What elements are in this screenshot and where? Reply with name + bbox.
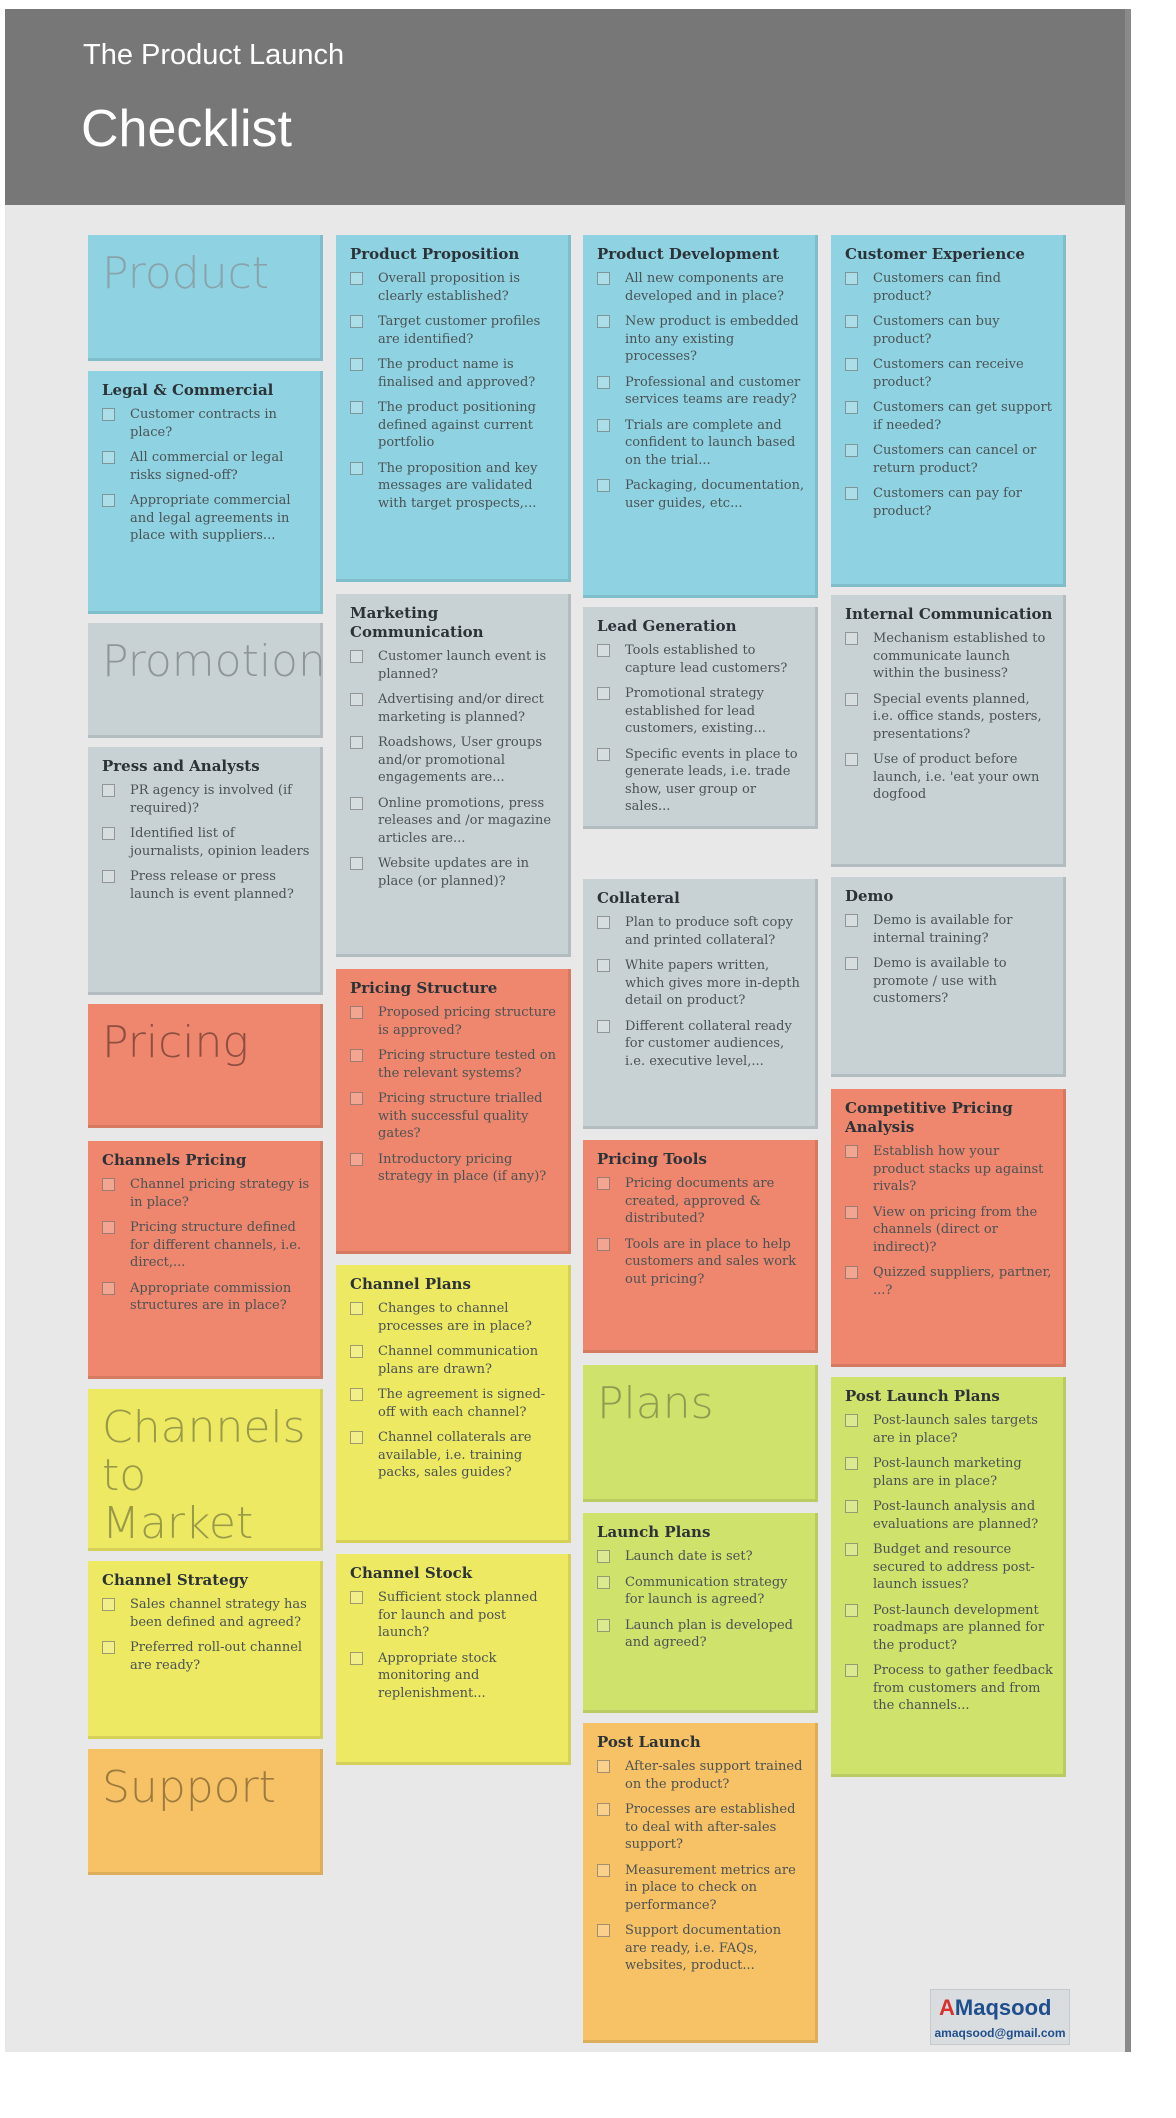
checklist-item-text: The agreement is signed-off with each channel? (378, 1387, 546, 1420)
checkbox[interactable] (102, 494, 115, 507)
checklist-item (102, 492, 310, 545)
checklist-item-text: The proposition and key messages are validated with target prospects,... (378, 460, 538, 511)
checkbox[interactable] (845, 1543, 858, 1556)
checklist-item (845, 1498, 1053, 1533)
checklist-item-text: Channel communication plans are drawn? (378, 1344, 539, 1377)
checklist-item-text: Customers can receive product? (873, 357, 1024, 390)
checklist-item (350, 1090, 558, 1143)
category-label: Pricing (102, 1017, 249, 1068)
checkbox[interactable] (597, 479, 610, 492)
checklist-item-text: Proposed pricing structure is approved? (378, 1005, 556, 1038)
checklist-item-text: Customers can find product? (873, 271, 1001, 304)
checklist-item-text: Online promotions, press releases and /or magazine articles are... (378, 795, 552, 846)
checklist-item (845, 1602, 1053, 1655)
card-title: Demo (845, 887, 894, 905)
checkbox[interactable] (845, 1500, 858, 1513)
author-logo (930, 1989, 1070, 2045)
checkbox[interactable] (102, 784, 115, 797)
checklist-item-text: Website updates are in place (or planned)? (378, 856, 530, 889)
checklist-item (597, 914, 805, 949)
checklist-item-text: Identified list of journalists, opinion leaders (130, 826, 310, 859)
checklist-item-text: Sufficient stock planned for launch and post launch? (378, 1590, 538, 1640)
category-label: Promotion (102, 636, 326, 687)
card-channels-pricing (88, 1141, 323, 1379)
card-pricing-tools (583, 1140, 818, 1353)
checkbox[interactable] (350, 1591, 363, 1604)
category-promotion (88, 623, 326, 738)
checklist-item-text: Demo is available for internal training? (873, 913, 1013, 946)
card-channel-plans (336, 1265, 571, 1543)
checkbox[interactable] (845, 957, 858, 970)
logo-email: amaqsood@gmail.com (934, 2026, 1066, 2040)
checklist-item (597, 1018, 805, 1071)
checklist-item-text: Support documentation are ready, i.e. FAQs, websites, product... (625, 1923, 782, 1973)
checklist-item (102, 1596, 310, 1631)
checklist-item-text: Measurement metrics are in place to check on performance? (625, 1862, 796, 1913)
checklist-item (597, 642, 805, 677)
checklist-item (845, 1455, 1053, 1490)
checkbox[interactable] (845, 1145, 858, 1158)
checklist-item-text: Pricing documents are created, approved & distributed? (625, 1176, 775, 1226)
checkbox[interactable] (597, 748, 610, 761)
checklist (336, 268, 568, 512)
checkbox[interactable] (350, 358, 363, 371)
category-support (88, 1749, 323, 1875)
checklist-item (102, 1219, 310, 1272)
checklist-item (102, 1176, 310, 1211)
checklist-item-text: View on pricing from the channels (direct or indirect)? (873, 1204, 1038, 1255)
checkbox[interactable] (597, 916, 610, 929)
checklist-item (350, 460, 558, 513)
checklist (831, 628, 1063, 804)
checklist-item (350, 270, 558, 305)
checklist-item (350, 1004, 558, 1039)
checklist-item-text: Post-launch development roadmaps are planned for the product? (873, 1602, 1045, 1653)
checklist-item (597, 313, 805, 366)
checkbox[interactable] (597, 959, 610, 972)
checkbox[interactable] (845, 753, 858, 766)
checklist (336, 646, 568, 890)
checklist-item (597, 1617, 805, 1652)
checkbox[interactable] (845, 632, 858, 645)
checklist-item (350, 1151, 558, 1186)
checkbox[interactable] (597, 1550, 610, 1563)
checklist-item (350, 1343, 558, 1378)
checkbox[interactable] (350, 1431, 363, 1444)
checkbox[interactable] (845, 315, 858, 328)
checkbox[interactable] (102, 1221, 115, 1234)
card-title: Channel Stock (350, 1564, 473, 1582)
card-title: Lead Generation (597, 617, 737, 635)
checkbox[interactable] (845, 444, 858, 457)
checklist-item-text: All commercial or legal risks signed-off? (130, 450, 284, 483)
checklist-item-text: Channel collaterals are available, i.e. training packs, sales guides? (378, 1430, 532, 1480)
card-title: Internal Communication (845, 605, 1053, 623)
checkbox[interactable] (845, 1266, 858, 1279)
checklist-item (597, 746, 805, 816)
checkbox[interactable] (845, 487, 858, 500)
card-title: Post Launch Plans (845, 1387, 1000, 1405)
checklist-item-text: Use of product before launch, i.e. 'eat your own dogfood (873, 752, 1040, 802)
checklist-item-text: PR agency is involved (if required)? (130, 783, 292, 816)
checkbox[interactable] (102, 1641, 115, 1654)
checklist-item (597, 685, 805, 738)
card-title: Press and Analysts (102, 757, 260, 775)
checklist-item (597, 270, 805, 305)
checklist (583, 1173, 815, 1288)
checklist-item-text: Special events planned, i.e. office stands, posters, presentations? (873, 691, 1042, 742)
checklist-item (845, 1264, 1053, 1299)
checkbox[interactable] (845, 914, 858, 927)
checkbox[interactable] (102, 1282, 115, 1295)
checklist-item-text: Advertising and/or direct marketing is planned? (378, 692, 544, 725)
checkbox[interactable] (350, 1302, 363, 1315)
checklist-item (597, 1175, 805, 1228)
checkbox[interactable] (597, 1864, 610, 1877)
checklist-item (845, 630, 1053, 683)
checklist (336, 1587, 568, 1702)
checklist-item-text: Changes to channel processes are in place? (378, 1301, 532, 1334)
checkbox[interactable] (597, 315, 610, 328)
card-title: Customer Experience (845, 245, 1025, 263)
checkbox[interactable] (597, 1924, 610, 1937)
checklist-item (102, 449, 310, 484)
header-banner (5, 9, 1131, 205)
checklist-item (845, 751, 1053, 804)
checklist (336, 1298, 568, 1482)
checkbox[interactable] (597, 1177, 610, 1190)
checklist (831, 1141, 1063, 1299)
checklist-item-text: White papers written, which gives more in-depth detail on product? (625, 958, 800, 1008)
checklist-item-text: Roadshows, User groups and/or promotional engagements are... (378, 735, 543, 785)
card-title: Channel Strategy (102, 1571, 248, 1589)
checkbox[interactable] (350, 1345, 363, 1358)
card-title: Pricing Structure (350, 979, 498, 997)
card-post-launch-plans (831, 1377, 1066, 1777)
card-launch-plans (583, 1513, 818, 1713)
checklist-item-text: Process to gather feedback from customers and from the channels... (873, 1663, 1053, 1713)
checklist (88, 1594, 320, 1674)
card-lead-generation (583, 607, 818, 829)
checklist-item (102, 1639, 310, 1674)
checklist-item (845, 313, 1053, 348)
checkbox[interactable] (597, 1238, 610, 1251)
card-title: Post Launch (597, 1733, 701, 1751)
checklist-item-text: Customers can get support if needed? (873, 400, 1052, 433)
checkbox[interactable] (350, 857, 363, 870)
checkbox[interactable] (102, 870, 115, 883)
checklist-item (350, 795, 558, 848)
card-title: Marketing Communication (350, 604, 484, 641)
checklist-item (845, 1662, 1053, 1715)
checkbox[interactable] (102, 1598, 115, 1611)
checklist-item (845, 356, 1053, 391)
checkbox[interactable] (102, 408, 115, 421)
checklist-item (102, 782, 310, 817)
checkbox[interactable] (350, 650, 363, 663)
card-collateral (583, 879, 818, 1129)
checklist (831, 1410, 1063, 1715)
checklist (583, 268, 815, 512)
checkbox[interactable] (350, 693, 363, 706)
card-channel-stock (336, 1554, 571, 1765)
category-label: Product (102, 248, 270, 299)
checklist-item-text: Appropriate commission structures are in place? (130, 1280, 292, 1313)
checklist-item (845, 912, 1053, 947)
checklist-item (102, 825, 310, 860)
checkbox[interactable] (597, 644, 610, 657)
category-product (88, 235, 323, 361)
checklist-item (350, 855, 558, 890)
checklist-item (845, 399, 1053, 434)
checklist (831, 910, 1063, 1008)
checklist-item (597, 1758, 805, 1793)
checklist-item-text: Post-launch analysis and evaluations are planned? (873, 1499, 1039, 1532)
checklist (88, 1174, 320, 1315)
checkbox[interactable] (350, 1388, 363, 1401)
checklist-item-text: Target customer profiles are identified? (378, 314, 541, 347)
category-pricing (88, 1004, 323, 1128)
checklist (583, 1546, 815, 1652)
card-title: Pricing Tools (597, 1150, 707, 1168)
checkbox[interactable] (350, 1652, 363, 1665)
checklist-item (845, 691, 1053, 744)
checklist-item (597, 1236, 805, 1289)
checkbox[interactable] (845, 358, 858, 371)
checklist-item-text: Trials are complete and confident to launch based on the trial... (625, 417, 796, 468)
card-competitive-pricing (831, 1089, 1066, 1367)
checklist-item (845, 1204, 1053, 1257)
checklist-item (350, 1429, 558, 1482)
card-channel-strategy (88, 1561, 323, 1739)
checklist-item-text: Processes are established to deal with after-sales support? (625, 1802, 796, 1852)
checklist (583, 640, 815, 816)
card-title: Channels Pricing (102, 1151, 247, 1169)
checklist-item-text: Channel pricing strategy is in place? (130, 1177, 310, 1210)
checklist (583, 1756, 815, 1975)
checkbox[interactable] (597, 376, 610, 389)
checklist (88, 404, 320, 545)
checkbox[interactable] (845, 693, 858, 706)
card-pricing-structure (336, 969, 571, 1254)
checkbox[interactable] (102, 827, 115, 840)
checklist-item (845, 955, 1053, 1008)
checklist-item-text: Appropriate commercial and legal agreements in place with suppliers... (130, 493, 291, 543)
checklist-item-text: Packaging, documentation, user guides, etc... (625, 478, 805, 511)
checklist-item-text: Customers can cancel or return product? (873, 443, 1037, 476)
card-product-development (583, 235, 818, 598)
category-channels (88, 1389, 323, 1551)
checklist-item-text: The product positioning defined against current portfolio (378, 400, 536, 450)
checkbox[interactable] (350, 1049, 363, 1062)
checklist-item-text: Plan to produce soft copy and printed collateral? (625, 915, 793, 948)
checklist-item (597, 477, 805, 512)
checklist-item (597, 1862, 805, 1915)
checkbox[interactable] (845, 1457, 858, 1470)
checklist-item (102, 1280, 310, 1315)
card-title: Legal & Commercial (102, 381, 274, 399)
infographic (5, 9, 1131, 2052)
checkbox[interactable] (350, 1153, 363, 1166)
checklist-item (597, 957, 805, 1010)
checklist (88, 780, 320, 903)
category-label: Channels to Market (102, 1402, 306, 1549)
checkbox[interactable] (845, 401, 858, 414)
checkbox[interactable] (350, 272, 363, 285)
checklist-item-text: The product name is finalised and approved? (378, 357, 536, 390)
title-line-1: The Product Launch (83, 39, 345, 71)
checklist-item-text: Specific events in place to generate leads, i.e. trade show, user group or sales... (625, 746, 798, 814)
checklist-item (597, 417, 805, 470)
checklist-item (350, 356, 558, 391)
checklist-item (350, 313, 558, 348)
card-customer-experience (831, 235, 1066, 587)
card-title: Product Development (597, 245, 780, 263)
checklist-item-text: Promotional strategy established for lead customers, existing... (625, 686, 766, 736)
card-demo (831, 877, 1066, 1077)
checklist-item (350, 1650, 558, 1703)
title-line-2: Checklist (81, 100, 292, 158)
checkbox[interactable] (845, 1414, 858, 1427)
checklist-item (350, 1300, 558, 1335)
checkbox[interactable] (845, 1664, 858, 1677)
checklist-item (350, 648, 558, 683)
checklist-item-text: Customer contracts in place? (130, 407, 277, 440)
checklist-item (102, 406, 310, 441)
card-product-proposition (336, 235, 571, 582)
checklist-item-text: Post-launch marketing plans are in place? (873, 1456, 1022, 1489)
checkbox[interactable] (102, 451, 115, 464)
checkbox[interactable] (597, 1803, 610, 1816)
checklist-item (597, 1801, 805, 1854)
checklist-item (845, 1541, 1053, 1594)
checkbox[interactable] (350, 736, 363, 749)
checklist-item-text: All new components are developed and in place? (625, 271, 784, 304)
card-title: Collateral (597, 889, 680, 907)
card-internal-communication (831, 595, 1066, 867)
checklist (831, 268, 1063, 520)
checkbox[interactable] (350, 797, 363, 810)
checklist-item-text: Tools are in place to help customers and sales work out pricing? (625, 1236, 797, 1287)
checklist-item-text: Press release or press launch is event planned? (130, 869, 294, 902)
checklist-item (597, 374, 805, 409)
card-post-launch (583, 1723, 818, 2043)
card-legal-commercial (88, 371, 323, 614)
category-label: Plans (597, 1378, 714, 1429)
checklist-item (845, 442, 1053, 477)
checklist-item (597, 1574, 805, 1609)
checkbox[interactable] (102, 1178, 115, 1191)
logo-brand: AMaqsood (939, 1995, 1052, 2020)
checklist-item-text: New product is embedded into any existing processes? (625, 314, 799, 364)
checkbox[interactable] (350, 401, 363, 414)
card-title: Competitive Pricing Analysis (845, 1099, 1013, 1136)
checklist-item-text: Overall proposition is clearly established? (378, 271, 520, 304)
checkbox[interactable] (350, 462, 363, 475)
card-press-analysts (88, 747, 323, 995)
checkbox[interactable] (597, 1576, 610, 1589)
checklist-item-text: Tools established to capture lead customers? (625, 643, 788, 676)
checklist-item (845, 485, 1053, 520)
checklist-item (845, 1143, 1053, 1196)
checklist-item (350, 1047, 558, 1082)
checklist-item (350, 399, 558, 452)
card-title: Product Proposition (350, 245, 520, 263)
checklist-item (350, 691, 558, 726)
checklist-item-text: Different collateral ready for customer audiences, i.e. executive level,... (625, 1018, 792, 1069)
checklist-item-text: Communication strategy for launch is agreed? (625, 1574, 788, 1607)
category-label: Support (102, 1762, 276, 1813)
checklist-item-text: Appropriate stock monitoring and replenishment... (378, 1650, 497, 1701)
checklist-item (102, 868, 310, 903)
checklist (583, 912, 815, 1070)
card-title: Launch Plans (597, 1523, 711, 1541)
checklist-item-text: Launch date is set? (625, 1549, 753, 1564)
card-title: Channel Plans (350, 1275, 471, 1293)
card-marketing-communication (336, 594, 571, 957)
checkbox[interactable] (597, 1760, 610, 1773)
checklist-item (350, 1589, 558, 1642)
checklist-item-text: Launch plan is developed and agreed? (625, 1617, 793, 1650)
checklist-item-text: Introductory pricing strategy in place (if any)? (378, 1151, 547, 1184)
checkbox[interactable] (350, 315, 363, 328)
checkbox[interactable] (350, 1092, 363, 1105)
checklist-item (845, 1412, 1053, 1447)
checklist-item-text: Mechanism established to communicate launch within the business? (873, 631, 1046, 681)
checklist-item-text: Professional and customer services teams are ready? (625, 374, 801, 407)
checklist-item-text: Pricing structure trialled with successful quality gates? (378, 1091, 543, 1141)
category-plans (583, 1365, 818, 1502)
checkbox[interactable] (845, 1604, 858, 1617)
checklist-item-text: Customer launch event is planned? (378, 649, 547, 682)
checkbox[interactable] (350, 1006, 363, 1019)
checklist (336, 1002, 568, 1186)
checklist-item-text: Budget and resource secured to address post-launch issues? (873, 1542, 1035, 1592)
checklist-item-text: Post-launch sales targets are in place? (873, 1413, 1038, 1446)
checklist-item (350, 734, 558, 787)
checkbox[interactable] (597, 419, 610, 432)
checkbox[interactable] (597, 687, 610, 700)
checkbox[interactable] (597, 1619, 610, 1632)
checklist-item-text: Pricing structure tested on the relevant systems? (378, 1048, 556, 1081)
checklist-item-text: After-sales support trained on the product? (625, 1759, 803, 1792)
checklist-item (597, 1548, 805, 1566)
checklist-item (350, 1386, 558, 1421)
checkbox[interactable] (597, 1020, 610, 1033)
checklist-item-text: Customers can buy product? (873, 314, 1000, 347)
checkbox[interactable] (597, 272, 610, 285)
checklist-item-text: Customers can pay for product? (873, 486, 1023, 519)
checkbox[interactable] (845, 1206, 858, 1219)
checklist-item-text: Sales channel strategy has been defined and agreed? (130, 1597, 307, 1630)
checklist-item (597, 1922, 805, 1975)
checklist-item-text: Establish how your product stacks up against rivals? (873, 1144, 1044, 1194)
checkbox[interactable] (845, 272, 858, 285)
checklist-item-text: Demo is available to promote / use with customers? (873, 956, 1007, 1006)
checklist-item-text: Pricing structure defined for different channels, i.e. direct,... (130, 1220, 302, 1270)
checklist-item-text: Quizzed suppliers, partner, ...? (873, 1265, 1052, 1298)
checklist-item (845, 270, 1053, 305)
checklist-item-text: Preferred roll-out channel are ready? (130, 1640, 303, 1673)
